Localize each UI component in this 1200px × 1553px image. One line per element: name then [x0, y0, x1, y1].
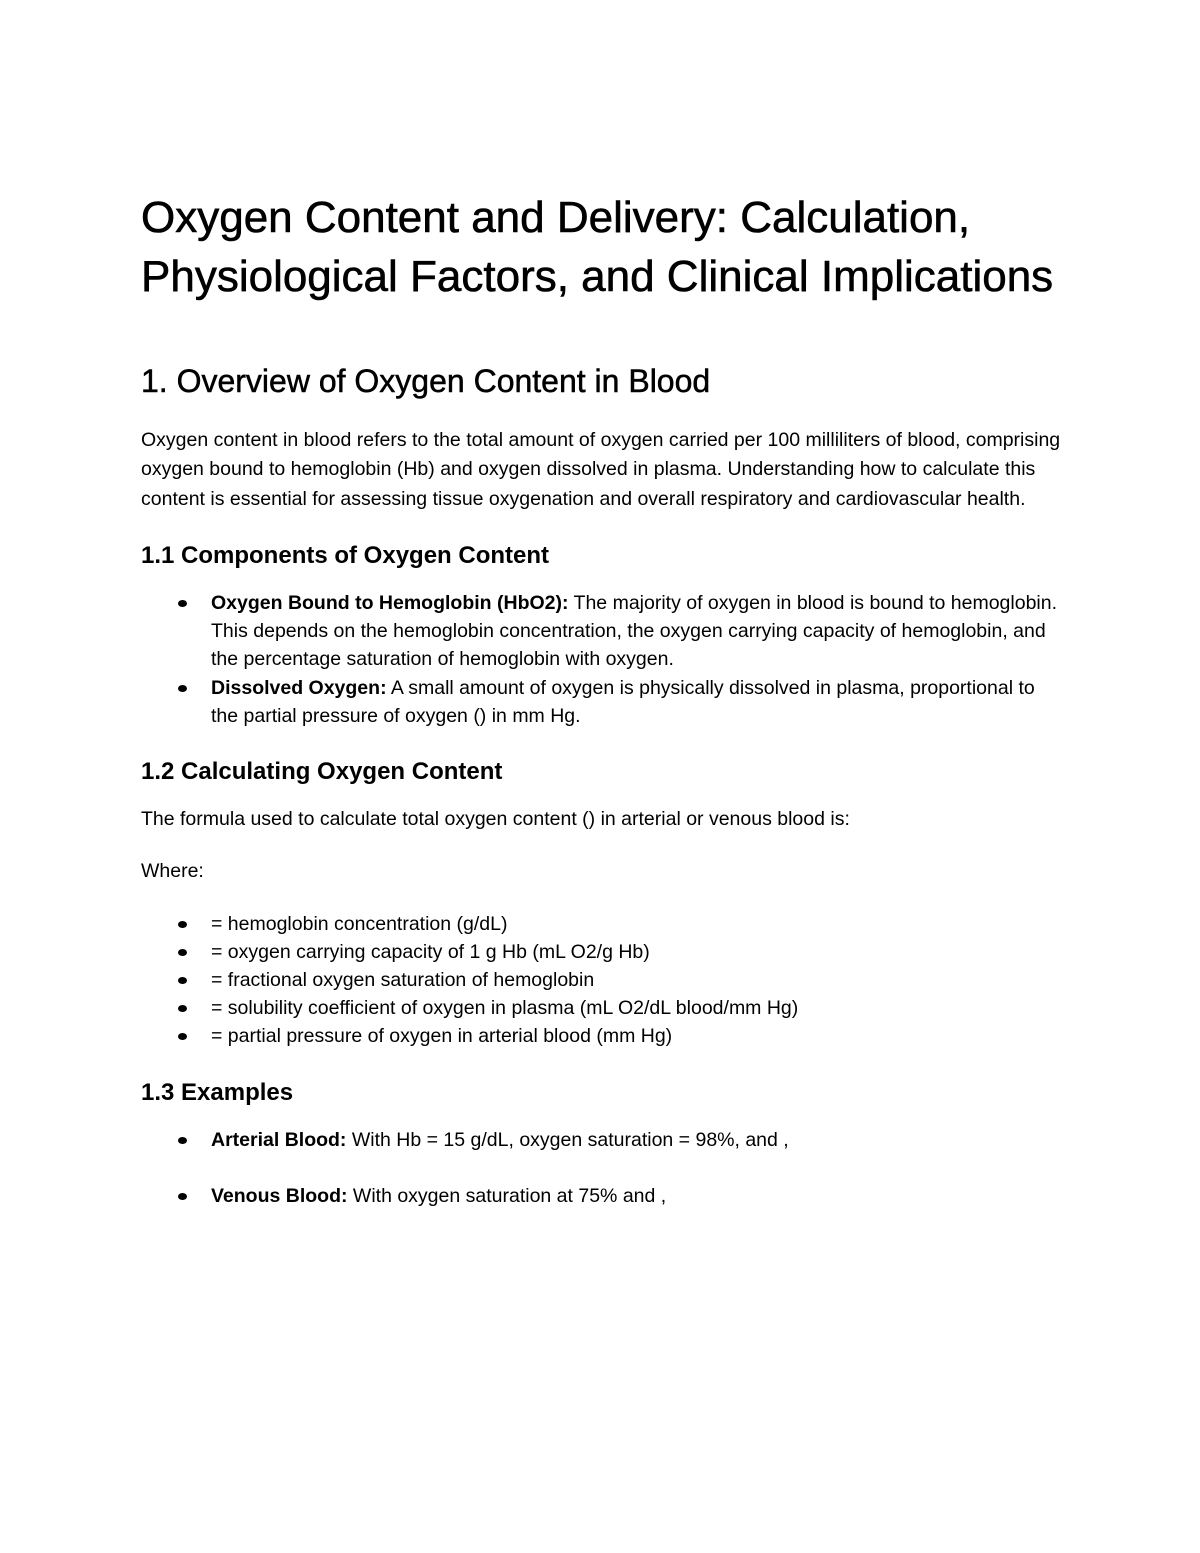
formula-text: The formula used to calculate total oxygen content () in arterial or venous blood is: [141, 807, 850, 830]
section-1-intro: Oxygen content in blood refers to the total amount of oxygen carried per 100 milliliters of blood, comprising oxygen bound to hemoglobin (Hb) and oxygen dissolved in plasma. Understanding how to calculate this content is essential for assessing tissue oxygenation and overall respiratory and cardiovascular health. [141, 429, 1061, 510]
document-page [141, 188, 1061, 1238]
examples-list [141, 1126, 1061, 1210]
list-item-text: = oxygen carrying capacity of 1 g Hb (mL O2/g Hb) [211, 940, 650, 963]
list-item-text: With Hb = 15 g/dL, oxygen saturation = 98%, and , [346, 1128, 789, 1151]
list-item [141, 938, 1061, 966]
list-item-term: Dissolved Oxygen: [211, 676, 387, 699]
bullet-icon [178, 1193, 187, 1200]
list-item [141, 674, 1061, 730]
bullet-icon [178, 600, 187, 607]
bullet-icon [178, 1137, 187, 1144]
bullet-icon [178, 1033, 187, 1040]
section-1-heading: 1. Overview of Oxygen Content in Blood [141, 363, 711, 399]
list-item-text: The majority of oxygen in blood is bound to hemoglobin. This depends on the hemoglobin concentration, the oxygen carrying capacity of hemoglobin, and the percentage saturation of hemoglobin with oxygen. [211, 591, 1058, 671]
bullet-icon [178, 949, 187, 956]
definitions-list [141, 910, 1061, 1051]
where-label: Where: [141, 860, 204, 883]
examples-heading: 1.3 Examples [141, 1078, 294, 1106]
list-item [141, 1126, 1061, 1154]
list-item-text: = fractional oxygen saturation of hemoglobin [211, 968, 595, 991]
bullet-icon [178, 685, 187, 692]
components-heading: 1.1 Components of Oxygen Content [141, 541, 550, 569]
list-item [141, 994, 1061, 1022]
bullet-icon [178, 921, 187, 928]
list-item [141, 1182, 1061, 1210]
list-item-term: Venous Blood: [211, 1184, 348, 1207]
list-item-text: A small amount of oxygen is physically dissolved in plasma, proportional to the partial pressure of oxygen () in mm Hg. [211, 676, 1035, 727]
components-list [141, 589, 1061, 730]
bullet-icon [178, 977, 187, 984]
list-item [141, 589, 1061, 674]
document-title: Oxygen Content and Delivery: Calculation, Physiological Factors, and Clinical Implications [141, 193, 1054, 301]
list-item [141, 1022, 1061, 1050]
list-item-text: = hemoglobin concentration (g/dL) [211, 912, 508, 935]
calculating-heading: 1.2 Calculating Oxygen Content [141, 757, 503, 785]
list-item-term: Arterial Blood: [211, 1128, 347, 1151]
bullet-icon [178, 1005, 187, 1012]
list-item-term: Oxygen Bound to Hemoglobin (HbO2): [211, 591, 569, 614]
list-item-text: = solubility coefficient of oxygen in plasma (mL O2/dL blood/mm Hg) [211, 997, 799, 1020]
list-item-text: = partial pressure of oxygen in arterial blood (mm Hg) [211, 1025, 673, 1048]
list-item-text: With oxygen saturation at 75% and , [347, 1184, 667, 1207]
list-item [141, 910, 1061, 938]
list-item [141, 966, 1061, 994]
